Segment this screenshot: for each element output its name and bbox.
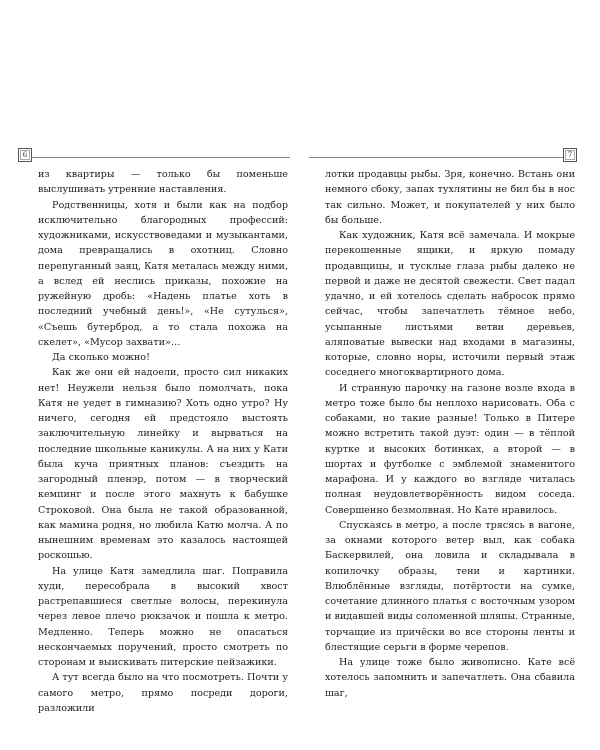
paragraph: И странную парочку на газоне возле входа в метро тоже было бы неплохо нарисовать. Оба с собаками, но такие разные! Только в Питере можно встретить такой дуэт: один — в тёплой куртке и высоких ботинках, а второй — в шортах и футболке с эмблемой знаменитого марафона. И у каждого во взгляде читалась полная неудовлетворённость видом соседа. Совершенно безмолвная. Но Кате нравилось. bbox=[325, 382, 575, 516]
paragraph: Родственницы, хотя и были как на подбор исключительно благородных профессий: художниками, искусствоведами и музыкантами, дома превращались в охотниц. Словно перепуганный заяц, Катя металась между ними, а вслед ей неслись приказы, похожие на ружейную дробь: «Надень платье хоть в последний учебный день!», «Не сутулься», «Съешь бутерброд, а то стала похожа на скелет», «Мусор захвати»… bbox=[38, 199, 288, 348]
paragraph: Да сколько можно! bbox=[52, 352, 150, 363]
left-header-rule bbox=[22, 157, 290, 158]
paragraph: Как же они ей надоели, просто сил никаких нет! Неужели нельзя было помолчать, пока Катя не уедет в гимназию? Хоть одно утро? Ну ничего, сегодня ей предстояло выстоять заключительную линейку и вырваться на последние школьные каникулы. А на них у Кати была куча приятных планов: съездить на загородный пленэр, потом — в творческий кемпинг и после этого махнуть к бабушке Строковой. Она была не такой образованной, как мамина родня, но любила Катю молча. А по нынешним временам это казалось настоящей роскошью. bbox=[38, 367, 288, 562]
right-header-rule bbox=[309, 157, 577, 158]
paragraph: На улице тоже было живописно. Кате всё хотелось запомнить и запечатлеть. Она сбавила шаг, bbox=[325, 657, 575, 699]
left-page-number: 6 bbox=[18, 148, 32, 162]
paragraph: А тут всегда было на что посмотреть. Почти у самого метро, прямо посреди дороги, разложили bbox=[38, 672, 288, 714]
paragraph: лотки продавцы рыбы. Зря, конечно. Встань они немного сбоку, запах тухлятины не бил бы в нос так сильно. Может, и покупателей у них было бы больше. bbox=[325, 169, 575, 226]
paragraph: Как художник, Катя всё замечала. И мокрые перекошенные ящики, и яркую помаду продавщицы, и тусклые глаза рыбы далеко не первой и даже не десятой свежести. Свет падал удачно, и ей хотелось сделать набросок прямо сейчас, чтобы запечатлеть тёмное небо, усыпанные листьями ветви деревьев, аляповатые вывески над входами в магазины, которые, словно норы, источили первый этаж соседнего многоквартирного дома. bbox=[325, 230, 575, 379]
left-page-text bbox=[38, 167, 288, 716]
paragraph: из квартиры — только бы поменьше выслушивать утренние наставления. bbox=[38, 169, 288, 196]
right-page-number: 7 bbox=[563, 148, 577, 162]
paragraph: На улице Катя замедлила шаг. Поправила худи, пересобрала в высокий хвост растрепавшиеся светлые волосы, перекинула через левое плечо рюкзачок и пошла к метро. Медленно. Теперь можно не опасаться нескончаемых поручений, просто смотреть по сторонам и выискивать питерские пейзажики. bbox=[38, 565, 288, 668]
right-page-text bbox=[325, 167, 575, 701]
paragraph: Спускаясь в метро, а после трясясь в вагоне, за окнами которого ветер выл, как собака Баскервилей, она ловила и складывала в копилочку образы, тени и картинки. Влюблённые взгляды, потёртости на сумке, сочетание длинного платья с восточным узором и видавшей виды соломенной шляпы. Странные, торчащие из причёски во все стороны ленты и блестящие серьги в форме черепов. bbox=[325, 519, 575, 653]
